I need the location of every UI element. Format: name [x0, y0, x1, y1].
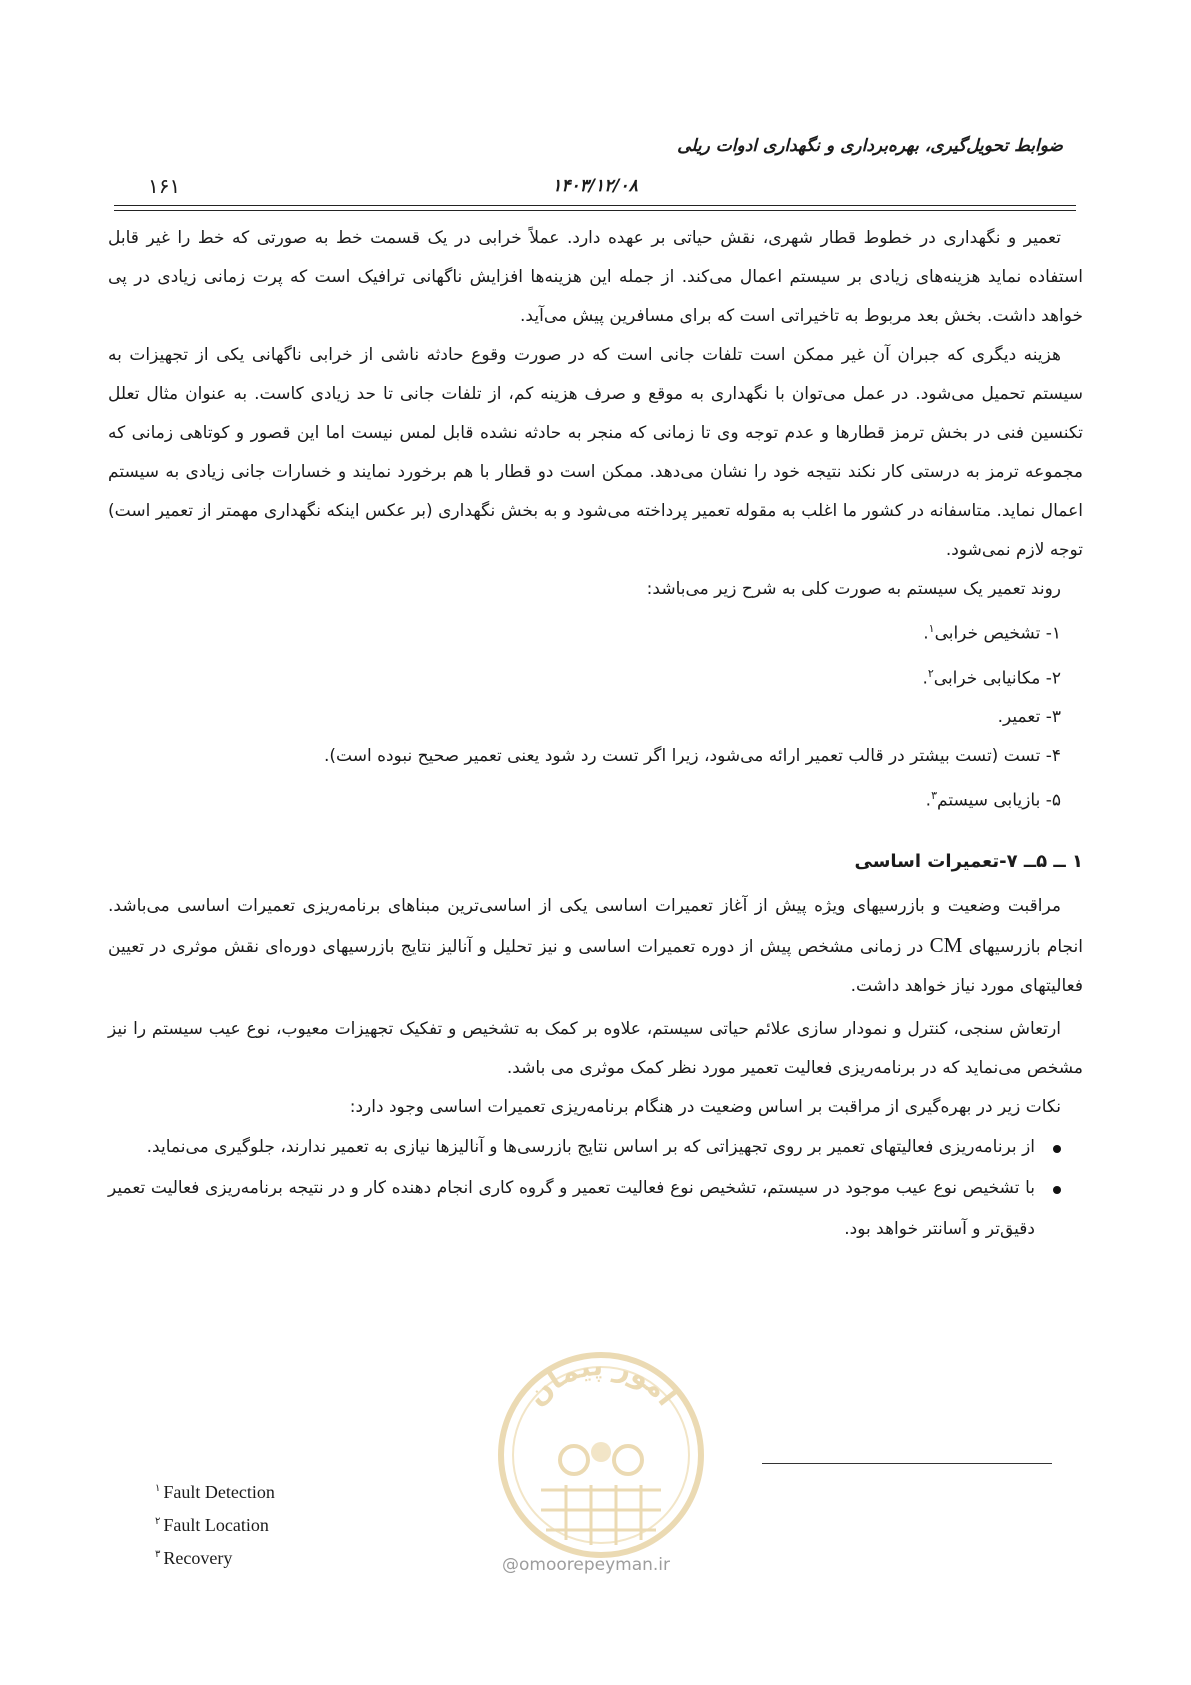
step-text: ۳- تعمیر. [997, 707, 1061, 728]
paragraph-1: تعمیر و نگهداری در خطوط قطار شهری، نقش حیاتی بر عهده دارد. عملاً خرابی در یک قسمت خط به صورتی که خط را غیر قابل استفاده نماید هزینه‌های زیادی بر سیستم اعمال می‌کند. از جمله این هزینه‌ها افزایش ناگهانی ترافیک است که پرت زمانی زیادی در پی خواهد داشت. بخش بعد مربوط به تاخیراتی است که برای مسافرین پیش می‌آید. [108, 228, 1083, 326]
footnotes [155, 1474, 275, 1573]
header-rule-bottom [114, 210, 1076, 211]
bullet-dot-icon [1053, 1145, 1061, 1153]
list-item [108, 698, 1061, 737]
section-heading: ۱ ــ ۵ــ ۷-تعمیرات اساسی [854, 850, 1083, 872]
bullet-item: از برنامه‌ریزی فعالیتهای تعمیر بر روی تجهیزاتی که بر اساس نتایج بازرسی‌ها و آنالیزها نیازی به تعمیر ندارند، جلوگیری می‌نماید. [108, 1127, 1083, 1168]
header-date: ۱۴۰۳/۱۲/۰۸ [552, 176, 638, 196]
footnote-separator [762, 1463, 1052, 1464]
watermark-url: @omoorepeyman.ir [502, 1555, 671, 1575]
svg-text:امور پیمان [519, 1349, 683, 1412]
watermark-logo-text: امور پیمان [519, 1348, 684, 1412]
list-item: ۵- بازیابی سیستم$^۳$. [925, 789, 1061, 811]
paragraph-2: هزینه دیگری که جبران آن غیر ممکن است تلفات جانی است که در صورت وقوع حادثه ناشی از خرابی ناگهانی یکی از تجهیزات به سیستم تحمیل می‌شود. در عمل می‌توان با نگهداری به موقع و صرف هزینه کم، از تلفات جانی تا حد زیادی کاست. به عنوان مثال تعلل تکنسین فنی در بخش ترمز قطارها و عدم توجه وی تا زمانی که منجر به حادثه نشده قابل لمس نیست اما این قصور و کوتاهی زمانی که مجموعه ترمز به درستی کار نکند نتیجه خود را نشان می‌دهد. ممکن است دو قطار با هم برخورد نمایند و خسارات جانی زیادی به سیستم اعمال نماید. متاسفانه در کشور ما اغلب به مقوله تعمیر پرداخته می‌شود و به بخش نگهداری (بر عکس اینکه نگهداری مهمتر از تعمیر است) توجه لازم نمی‌شود. [108, 345, 1083, 560]
step-text: ۱- تشخیص خرابی [934, 623, 1061, 644]
bullet-list [108, 1127, 1083, 1250]
footnote-item: $^۱$ Fault Detection [155, 1482, 275, 1502]
running-header-title: ضوابط تحویل‌گیری، بهره‌برداری و نگهداری ادوات ریلی [677, 136, 1063, 156]
page-number: ۱۶۱ [148, 174, 181, 198]
list-item: ۱- تشخیص خرابی$^۱$. [923, 622, 1061, 644]
list-item [108, 737, 1061, 776]
footnote-item: $^۳$ Recovery [155, 1548, 233, 1568]
footnote-item: $^۲$ Fault Location [155, 1515, 269, 1535]
bullet-dot-icon [1053, 1186, 1061, 1194]
paragraph-5: ارتعاش سنجی، کنترل و نمودار سازی علائم حیاتی سیستم، علاوه بر کمک به تشخیص و تفکیک تجهیزات معیوب، نوع عیب سیستم را نیز مشخص می‌نماید که در برنامه‌ریزی فعالیت تعمیر مورد نظر کمک موثری می باشد. [108, 1018, 1083, 1078]
footnote-ref[interactable]: ۳ [931, 789, 937, 803]
list-item: ۲- مکانیابی خرابی$^۲$. [922, 666, 1061, 689]
cm-abbreviation: CM [929, 932, 963, 957]
paragraph-3: روند تعمیر یک سیستم به صورت کلی به شرح زیر می‌باشد: [646, 579, 1061, 599]
header-rule-top [114, 205, 1076, 206]
paragraph-4: مراقبت وضعیت و بازرسیهای ویژه پیش از آغاز تعمیرات اساسی یکی از اساسی‌ترین مبناهای برنامه‌ریزی تعمیرات اساسی می‌باشد. انجام بازرسیهای CM در زمانی مشخص پیش از دوره تعمیرات اساسی و نیز تحلیل و آنالیز نتایج بازرسیهای دوره‌ای نقش موثری در تعیین فعالیتهای مورد نیاز خواهد داشت. [108, 895, 1083, 996]
paragraph-6: نکات زیر در بهره‌گیری از مراقبت بر اساس وضعیت در هنگام برنامه‌ریزی تعمیرات اساسی وجود دارد: [349, 1096, 1061, 1117]
repair-steps-list [108, 609, 1083, 821]
page-body [108, 219, 1083, 1250]
watermark-logo-icon [486, 1340, 716, 1570]
step-text: ۴- تست (تست بیشتر در قالب تعمیر ارائه می‌شود، زیرا اگر تست رد شود یعنی تعمیر صحیح نبوده است). [323, 746, 1061, 767]
step-text: ۲- مکانیابی خرابی [933, 668, 1061, 689]
bullet-item: با تشخیص نوع عیب موجود در سیستم، تشخیص نوع فعالیت تعمیر و گروه کاری انجام دهنده کار و در نتیجه برنامه‌ریزی فعالیت تعمیر دقیق‌تر و آسانتر خواهد بود. [108, 1168, 1083, 1250]
step-text: ۵- بازیابی سیستم [937, 790, 1061, 811]
footnote-ref[interactable]: ۱ [928, 622, 935, 635]
footnote-ref[interactable]: ۲ [927, 666, 934, 680]
